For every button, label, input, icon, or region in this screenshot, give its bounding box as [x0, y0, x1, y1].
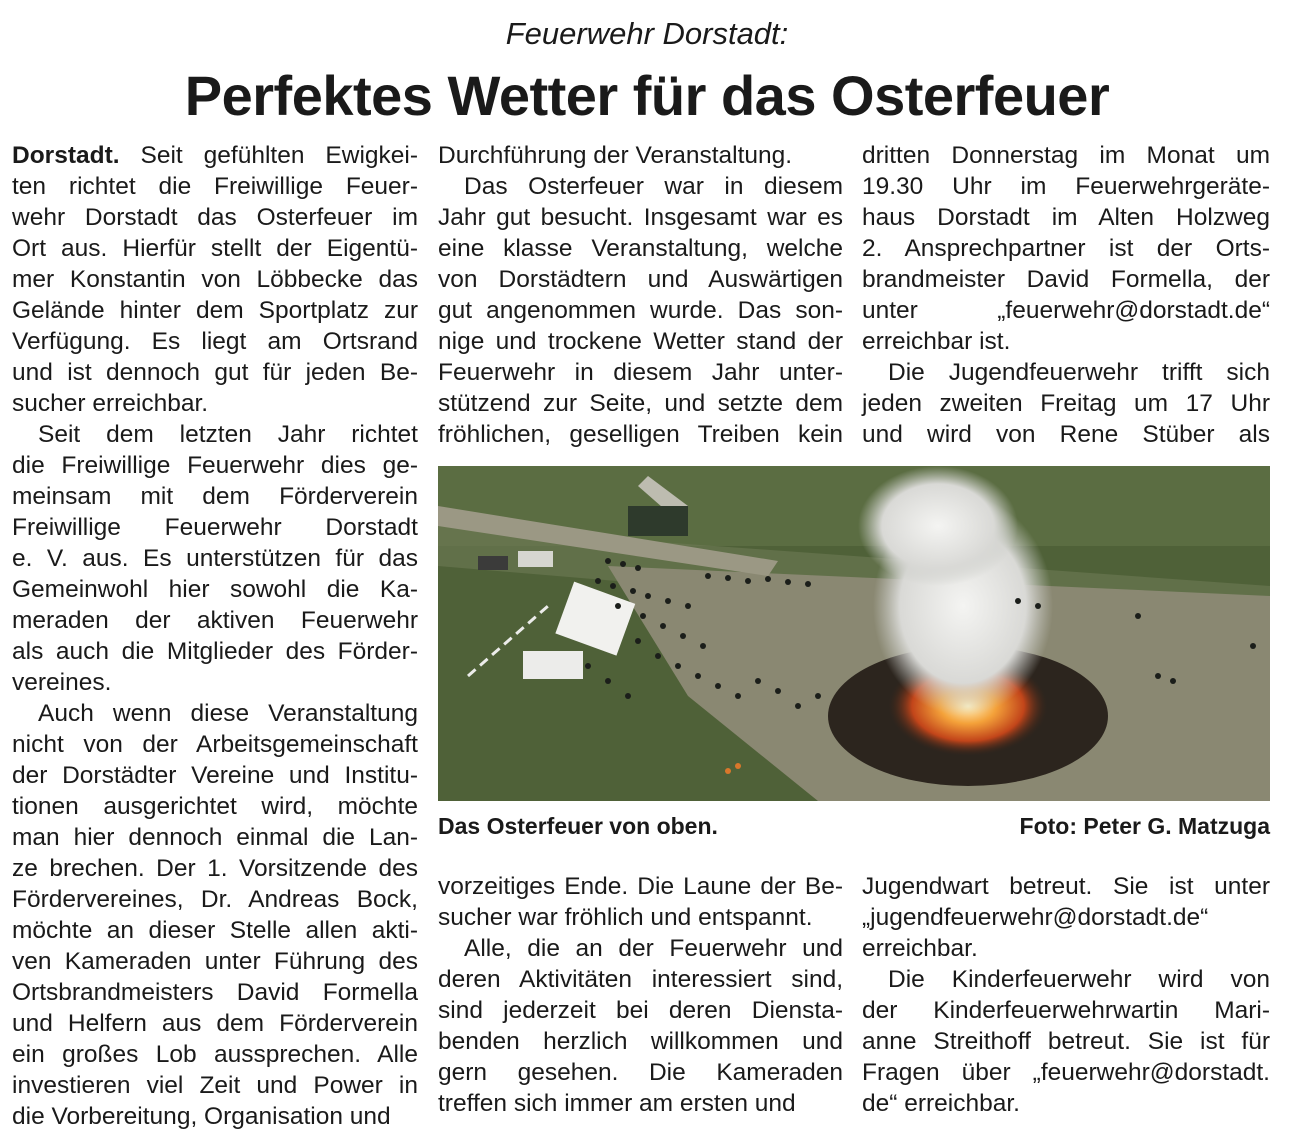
text-line: meraden der aktiven Feuerwehr	[12, 607, 418, 634]
photo-caption: Das Osterfeuer von oben.	[438, 813, 718, 839]
text-line: „jugendfeuerwehr@dorstadt.de“	[862, 904, 1209, 931]
text-line: als auch die Mitglieder des Förder-	[12, 638, 418, 665]
text-line: Jugendwart betreut. Sie ist unter	[862, 873, 1270, 900]
text-line: mer Konstantin von Löbbecke das	[12, 266, 418, 293]
text-line: haus Dorstadt im Alten Holzweg	[862, 204, 1270, 231]
text-line: die Freiwillige Feuerwehr dies ge-	[12, 452, 418, 479]
text-line: 2. Ansprechpartner ist der Orts-	[862, 235, 1270, 262]
text-line: vorzeitiges Ende. Die Laune der Be-	[438, 873, 843, 900]
text-line: treffen sich immer am ersten und	[438, 1090, 796, 1117]
text-line: Ortsbrandmeisters David Formella	[12, 979, 418, 1006]
text-line: die Vorbereitung, Organisation und	[12, 1103, 391, 1130]
text-line: e. V. aus. Es unterstützen für das	[12, 545, 418, 572]
text-line: fröhlichen, geselligen Treiben kein	[438, 421, 843, 448]
text-line: ein großes Lob aussprechen. Alle	[12, 1041, 418, 1068]
photo-credit: Foto: Peter G. Matzuga	[1019, 813, 1270, 839]
text-line: de“ erreichbar.	[862, 1090, 1020, 1117]
text-line: erreichbar ist.	[862, 328, 1011, 355]
text-line: wehr Dorstadt das Osterfeuer im	[12, 204, 418, 231]
text-line: Gelände hinter dem Sportplatz zur	[12, 297, 418, 324]
text-line: Freiwillige Feuerwehr Dorstadt	[12, 514, 418, 541]
text-line: ten richtet die Freiwillige Feuer-	[12, 173, 418, 200]
text-line: möchte an dieser Stelle allen akti-	[12, 917, 418, 944]
text-line: sucher war fröhlich und entspannt.	[438, 904, 813, 931]
text-line: anne Streithoff betreut. Sie ist für	[862, 1028, 1270, 1055]
text-line: eine klasse Veranstaltung, welche	[438, 235, 843, 262]
text-line: stützend zur Seite, und setzte dem	[438, 390, 843, 417]
text-line: man hier dennoch einmal die Lan-	[12, 824, 418, 851]
text-line: jeden zweiten Freitag um 17 Uhr	[862, 390, 1270, 417]
text-line: der Dorstädter Vereine und Institu-	[12, 762, 418, 789]
text-line: dritten Donnerstag im Monat um	[862, 142, 1270, 169]
text-line: Die Kinderfeuerwehr wird von	[888, 966, 1270, 993]
text-line-rest: Seit gefühlten Ewigkei-	[119, 142, 418, 169]
text-line: nige und trockene Wetter stand der	[438, 328, 843, 355]
text-line: brandmeister David Formella, der	[862, 266, 1270, 293]
text-line: benden herzlich willkommen und	[438, 1028, 843, 1055]
text-line: Jahr gut besucht. Insgesamt war es	[438, 204, 843, 231]
text-line: Das Osterfeuer war in diesem	[464, 173, 843, 200]
text-line: vereines.	[12, 669, 112, 696]
text-line: und ist dennoch gut für jeden Be-	[12, 359, 418, 386]
text-line: Fragen über „feuerwehr@dorstadt.	[862, 1059, 1270, 1086]
text-line: sind jederzeit bei deren Diensta-	[438, 997, 843, 1024]
text-line: gut angenommen wurde. Das son-	[438, 297, 843, 324]
text-line: sucher erreichbar.	[12, 390, 209, 417]
text-line: der Kinderfeuerwehrwartin Mari-	[862, 997, 1270, 1024]
text-line: und wird von Rene Stüber als	[862, 421, 1270, 448]
text-line: Alle, die an der Feuerwehr und	[464, 935, 843, 962]
article-kicker: Feuerwehr Dorstadt:	[505, 16, 789, 51]
text-line: Verfügung. Es liegt am Ortsrand	[12, 328, 418, 355]
text-line: investieren viel Zeit und Power in	[12, 1072, 418, 1099]
text-line: unter „feuerwehr@dorstadt.de“	[862, 297, 1270, 324]
text-line: meinsam mit dem Förderverein	[12, 483, 418, 510]
text-line	[12, 140, 418, 171]
article-headline: Perfektes Wetter für das Osterfeuer	[184, 64, 1110, 127]
text-line: deren Aktivitäten interessiert sind,	[438, 966, 843, 993]
text-line: tionen ausgerichtet wird, möchte	[12, 793, 418, 820]
text-line: von Dorstädtern und Auswärtigen	[438, 266, 843, 293]
text-line: Feuerwehr in diesem Jahr unter-	[438, 359, 843, 386]
text-line: nicht von der Arbeitsgemeinschaft	[12, 731, 418, 758]
text-line: gern gesehen. Die Kameraden	[438, 1059, 843, 1086]
text-line: Seit dem letzten Jahr richtet	[38, 421, 418, 448]
dateline: Dorstadt.	[12, 142, 120, 169]
text-line: Fördervereines, Dr. Andreas Bock,	[12, 886, 418, 913]
text-line: Auch wenn diese Veranstaltung	[38, 700, 418, 727]
text-line: ven Kameraden unter Führung des	[12, 948, 418, 975]
text-line: Durchführung der Veranstaltung.	[438, 142, 793, 169]
text-line: Gemeinwohl hier sowohl die Ka-	[12, 576, 418, 603]
easter-fire-aerial-photo	[438, 466, 1270, 801]
text-line: Ort aus. Hierfür stellt der Eigentü-	[12, 235, 418, 262]
text-line: und Helfern aus dem Förderverein	[12, 1010, 418, 1037]
text-line: 19.30 Uhr im Feuerwehrgeräte-	[862, 173, 1270, 200]
text-line: ze brechen. Der 1. Vorsitzende des	[12, 855, 418, 882]
text-line: Die Jugendfeuerwehr trifft sich	[888, 359, 1270, 386]
text-line: erreichbar.	[862, 935, 978, 962]
